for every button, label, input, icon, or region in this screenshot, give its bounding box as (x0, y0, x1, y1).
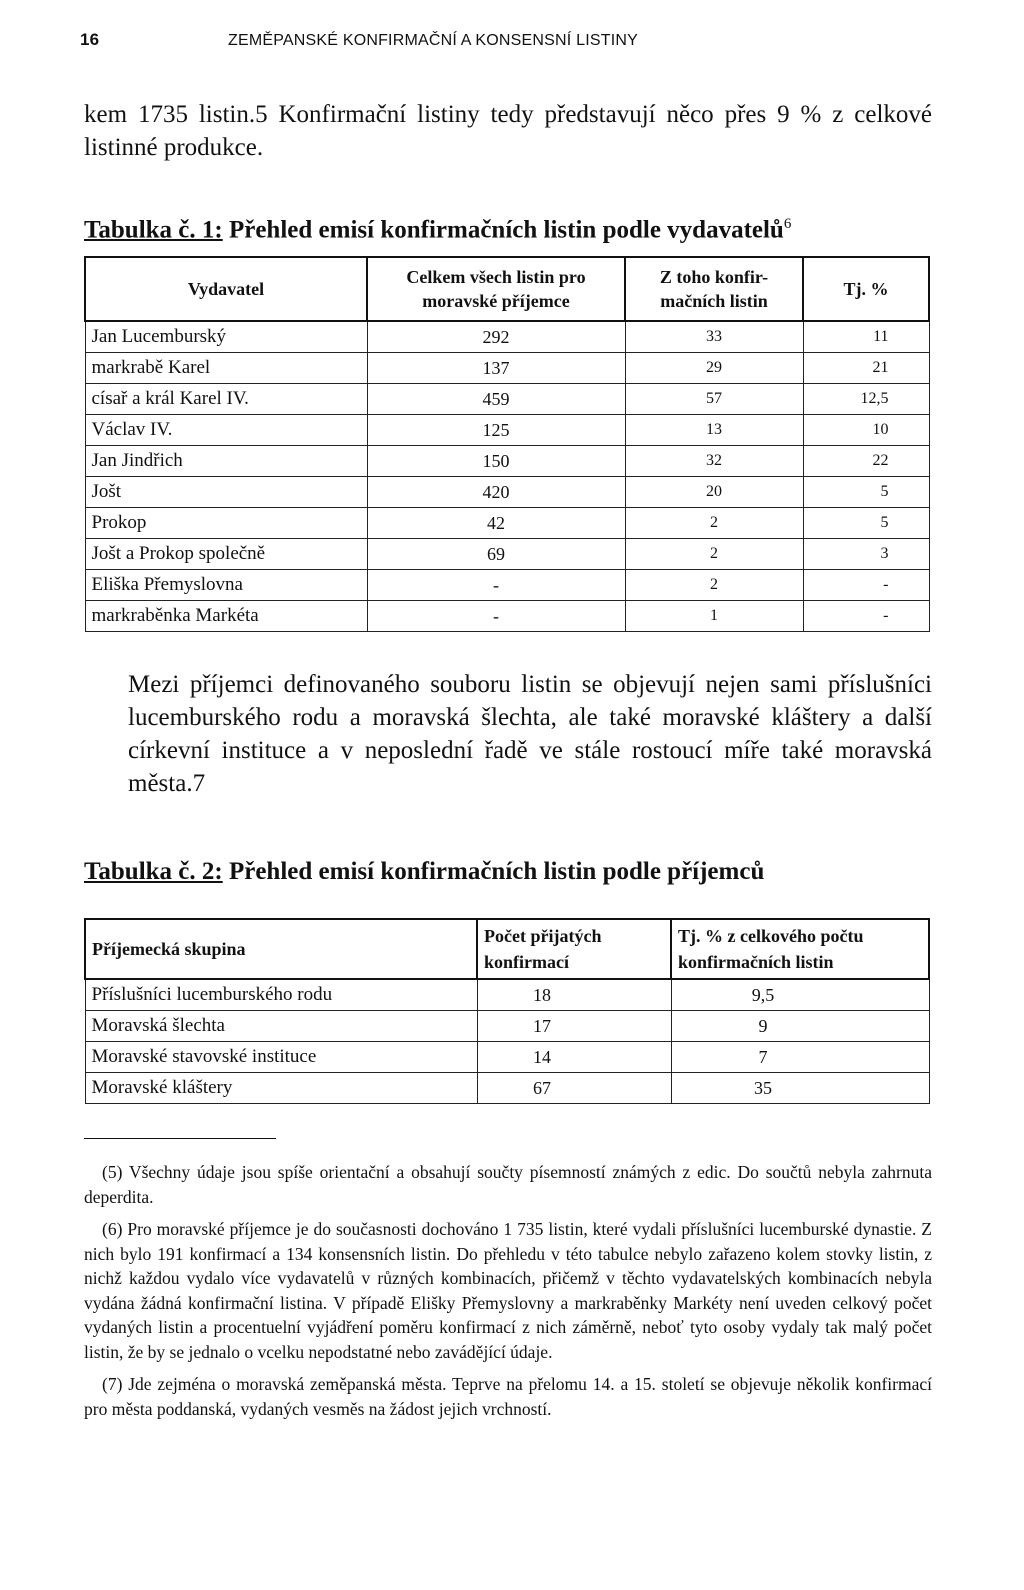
paragraph-2: Mezi příjemci definovaného souboru listin se objevují nejen sami příslušníci lucemburského rodu a moravská šlechta, ale také moravské kláštery a další církevní instituce a v neposlední řadě ve stále rostoucí míře také moravská města.7 (128, 671, 932, 797)
table-row (85, 539, 929, 570)
table-header-row (85, 919, 929, 979)
percent-cell: 21 (803, 353, 929, 384)
confirmations-cell: 33 (625, 321, 803, 353)
column-header-percent: Tj. % (803, 257, 929, 321)
share-cell: 9 (671, 1011, 929, 1042)
issuer-cell: Jošt a Prokop společně (85, 539, 367, 570)
table-row (85, 321, 929, 353)
recipient-group-cell: Moravská šlechta (85, 1011, 477, 1042)
issuer-cell: Jan Jindřich (85, 446, 367, 477)
table-row (85, 508, 929, 539)
total-cell: 137 (367, 353, 625, 384)
table-row (85, 1073, 929, 1104)
table-row (85, 477, 929, 508)
table-row (85, 384, 929, 415)
total-cell: 150 (367, 446, 625, 477)
table-issuers (84, 256, 930, 632)
table-recipients (84, 918, 930, 1104)
confirmations-cell: 29 (625, 353, 803, 384)
issuer-cell: markrabě Karel (85, 353, 367, 384)
table-1-footnote-ref: 6 (783, 216, 792, 232)
table-1-caption-text: Přehled emisí konfirmačních listin podle vydavatelů (222, 216, 784, 244)
percent-cell: - (803, 601, 929, 632)
percent-cell: - (803, 570, 929, 601)
column-header-total: Celkem všech listin pro moravské příjemce (367, 257, 625, 321)
table-row (85, 1011, 929, 1042)
column-header-received: Počet přijatých konfirmací (477, 919, 671, 979)
percent-cell: 22 (803, 446, 929, 477)
confirmations-cell: 1 (625, 601, 803, 632)
issuer-cell: Václav IV. (85, 415, 367, 446)
footnotes (84, 1160, 932, 1429)
total-cell: 125 (367, 415, 625, 446)
issuer-cell: markraběnka Markéta (85, 601, 367, 632)
footnote-separator (84, 1138, 276, 1139)
column-header-recipient-group: Příjemecká skupina (85, 919, 477, 979)
footnote-5: (5) Všechny údaje jsou spíše orientační a obsahují součty písemností známých z edic. Do součtů nebyla zahrnuta deperdita. (84, 1162, 932, 1207)
table-row (85, 570, 929, 601)
footnote-7: (7) Jde zejména o moravská zeměpanská města. Teprve na přelomu 14. a 15. století se objevuje několik konfirmací pro města poddanská, vydaných vesměs na žádost jejich vrchností. (84, 1374, 932, 1419)
total-cell: - (367, 601, 625, 632)
total-cell: 69 (367, 539, 625, 570)
document-page (80, 30, 932, 1419)
confirmations-cell: 32 (625, 446, 803, 477)
table-row (85, 1042, 929, 1073)
percent-cell: 3 (803, 539, 929, 570)
column-header-issuer: Vydavatel (85, 257, 367, 321)
table-row (85, 446, 929, 477)
confirmations-cell: 2 (625, 539, 803, 570)
total-cell: 420 (367, 477, 625, 508)
paragraph-1: kem 1735 listin.5 Konfirmační listiny tedy představují něco přes 9 % z celkové listinné produkce. (84, 101, 932, 161)
confirmations-cell: 2 (625, 570, 803, 601)
confirmations-cell: 20 (625, 477, 803, 508)
table-1-caption-label: Tabulka č. 1: (84, 216, 223, 244)
confirmations-cell: 2 (625, 508, 803, 539)
issuer-cell: Eliška Přemyslovna (85, 570, 367, 601)
confirmations-cell: 13 (625, 415, 803, 446)
issuer-cell: Jošt (85, 477, 367, 508)
percent-cell: 12,5 (803, 384, 929, 415)
recipient-group-cell: Moravské kláštery (85, 1073, 477, 1104)
share-cell: 7 (671, 1042, 929, 1073)
recipient-group-cell: Moravské stavovské instituce (85, 1042, 477, 1073)
issuer-cell: Prokop (85, 508, 367, 539)
table-2-caption (84, 858, 764, 886)
issuer-cell: císař a král Karel IV. (85, 384, 367, 415)
running-head (80, 30, 932, 54)
received-cell: 14 (477, 1042, 671, 1073)
percent-cell: 5 (803, 508, 929, 539)
share-cell: 9,5 (671, 979, 929, 1011)
footnote-6: (6) Pro moravské příjemce je do současnosti dochováno 1 735 listin, které vydali příslušníci lucemburské dynastie. Z nich bylo 191 konfirmací a 134 konsensních listin. Do přehledu v této tabulce nebylo zařazeno kolem stovky listin, z nichž každou vydalo více vydavatelů v různých kombinacích, přičemž v těchto vydavatelských kombinacích nebyla vydána žádná konfirmační listina. V případě Elišky Přemyslovny a markraběnky Markéty není uveden celkový počet vydaných listin a procentuelní vyjádření poměru konfirmací z nich záměrně, neboť tyto osoby vydaly tak malý počet listin, že by se jednalo o vcelku nepodstatné nebo zavádějící údaje. (84, 1219, 932, 1362)
table-row (85, 979, 929, 1011)
column-header-share: Tj. % z celkového počtu konfirmačních listin (671, 919, 929, 979)
running-title: ZEMĚPANSKÉ KONFIRMAČNÍ A KONSENSNÍ LISTINY (228, 32, 638, 49)
table-1-caption (84, 216, 791, 244)
page-number: 16 (80, 30, 100, 49)
total-cell: 292 (367, 321, 625, 353)
column-header-confirmations: Z toho konfir-mačních listin (625, 257, 803, 321)
table-row (85, 353, 929, 384)
percent-cell: 5 (803, 477, 929, 508)
received-cell: 67 (477, 1073, 671, 1104)
issuer-cell: Jan Lucemburský (85, 321, 367, 353)
total-cell: - (367, 570, 625, 601)
share-cell: 35 (671, 1073, 929, 1104)
received-cell: 18 (477, 979, 671, 1011)
table-row (85, 415, 929, 446)
received-cell: 17 (477, 1011, 671, 1042)
confirmations-cell: 57 (625, 384, 803, 415)
table-2-caption-label: Tabulka č. 2: (84, 858, 223, 885)
total-cell: 42 (367, 508, 625, 539)
table-header-row (85, 257, 929, 321)
table-2-caption-text: Přehled emisí konfirmačních listin podle příjemců (222, 858, 765, 885)
recipient-group-cell: Příslušníci lucemburského rodu (85, 979, 477, 1011)
percent-cell: 11 (803, 321, 929, 353)
table-row (85, 601, 929, 632)
percent-cell: 10 (803, 415, 929, 446)
total-cell: 459 (367, 384, 625, 415)
